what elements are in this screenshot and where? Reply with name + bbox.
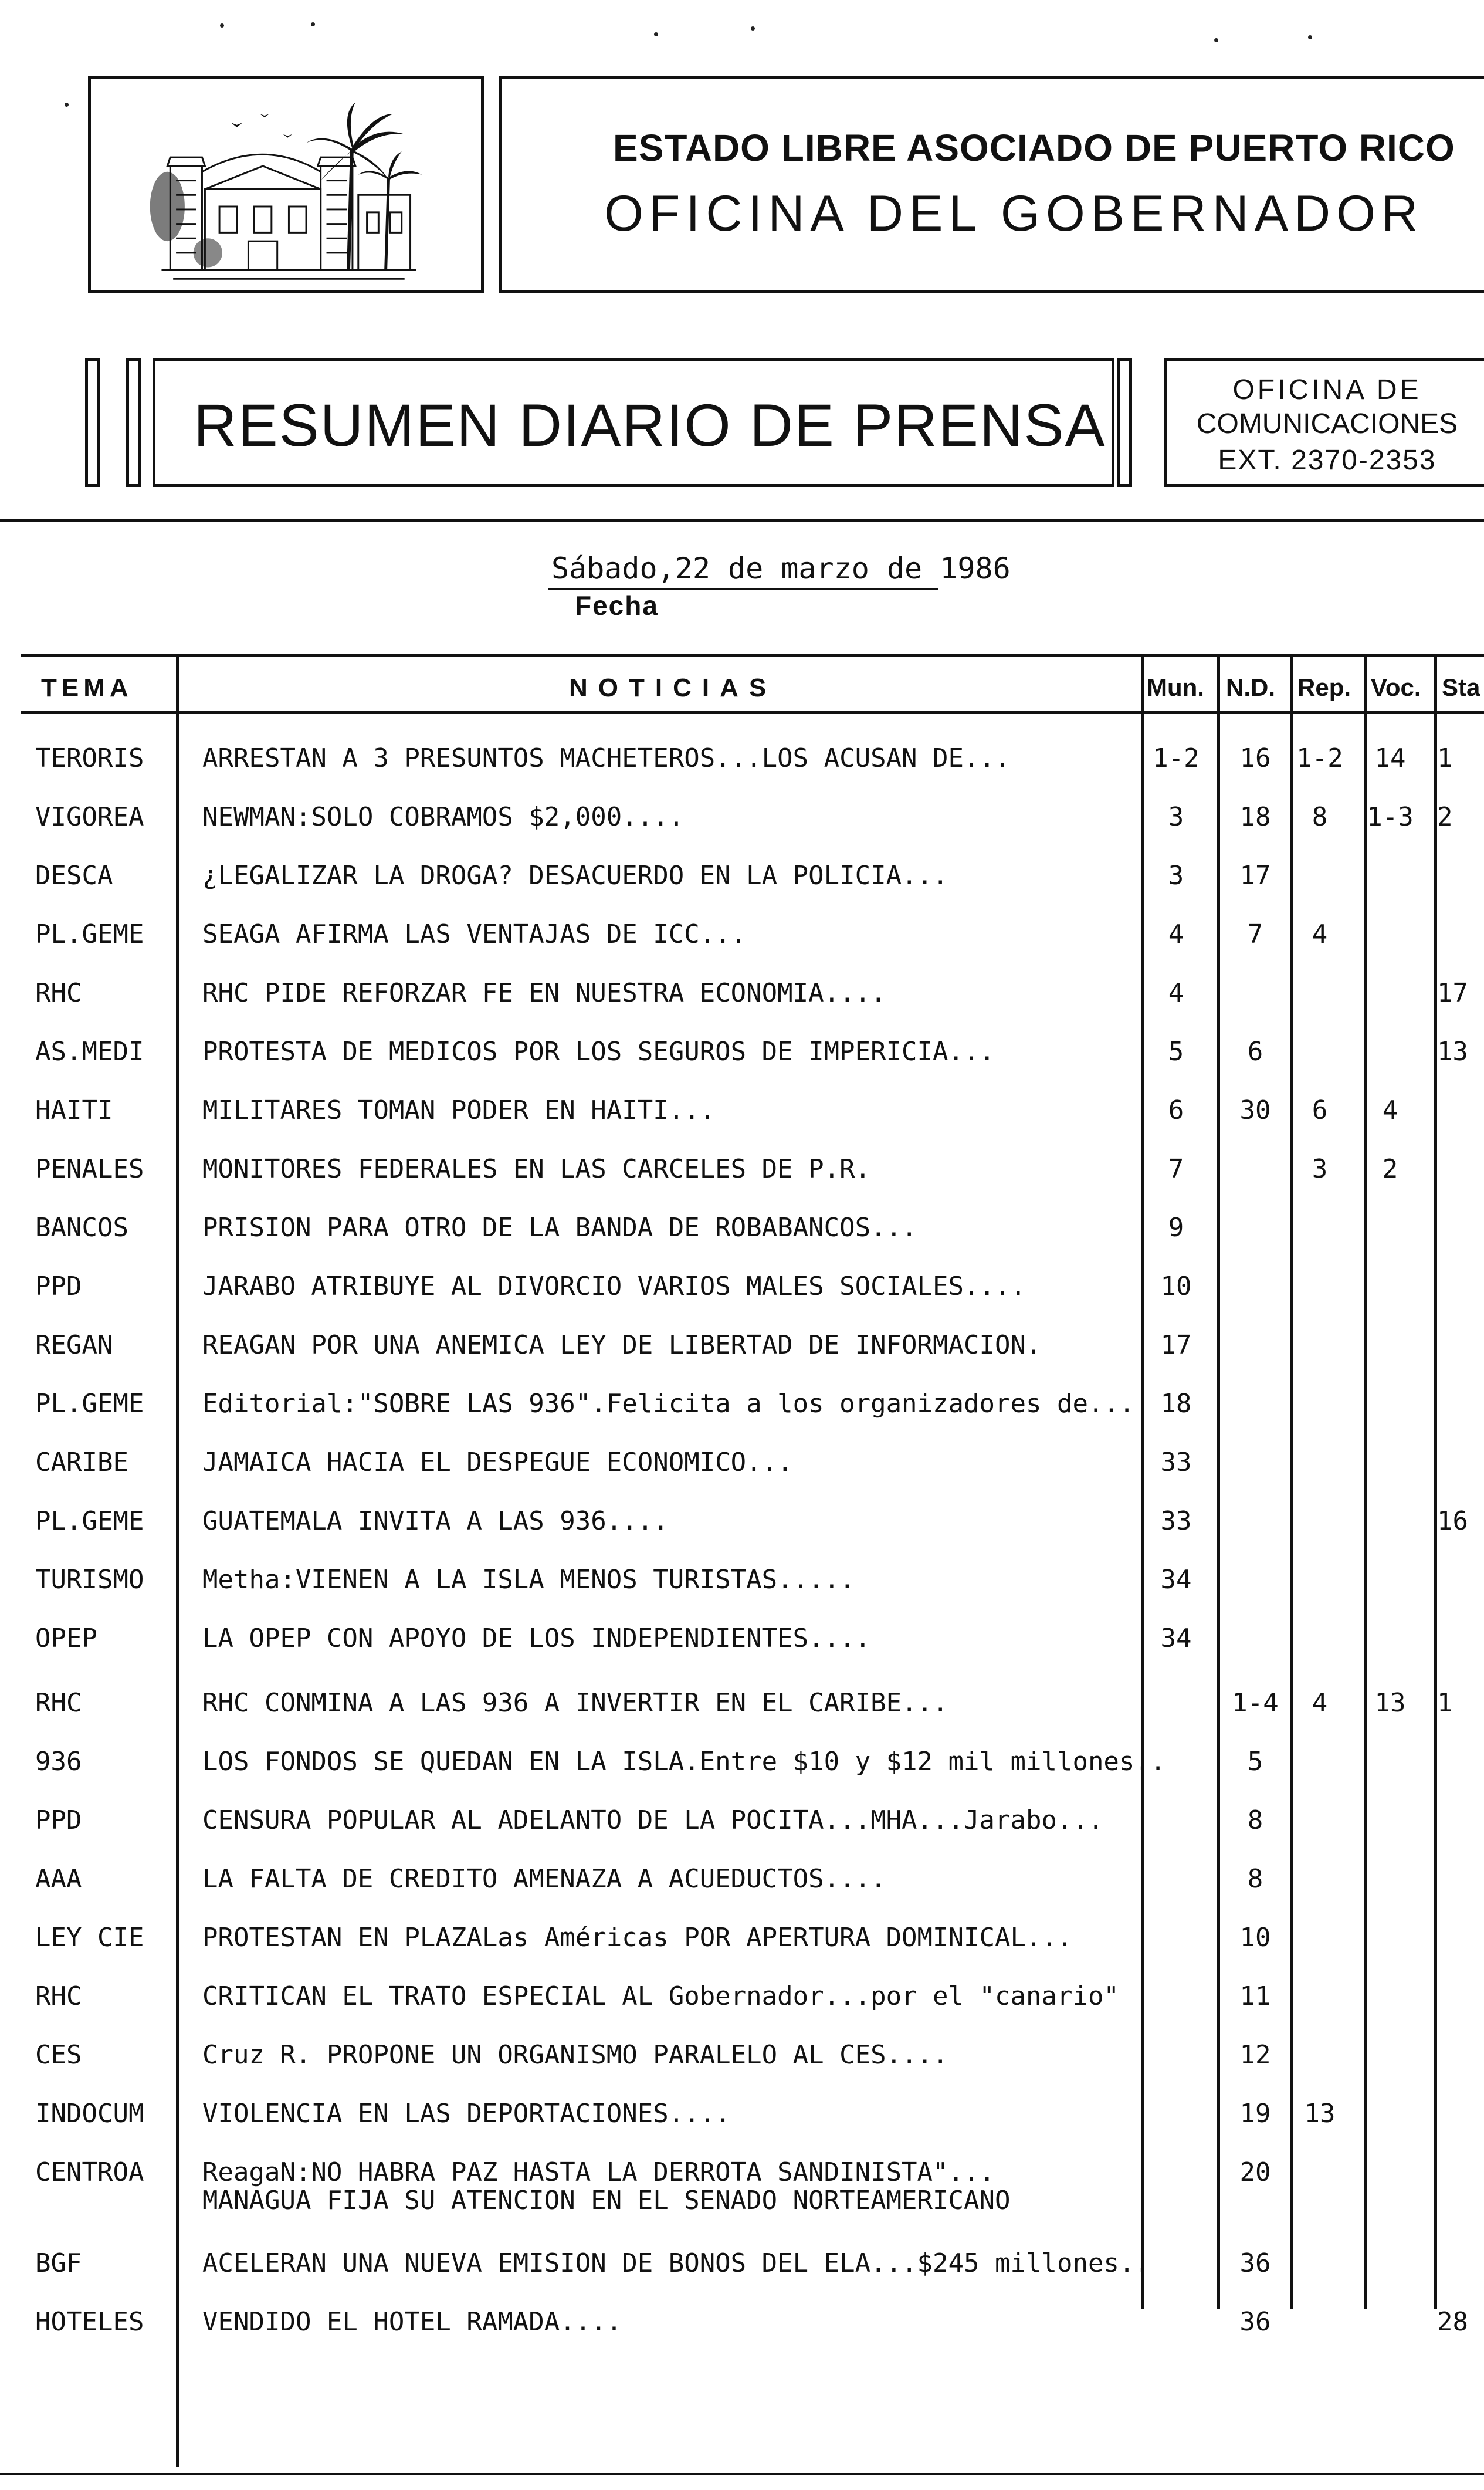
row-topic: VIGOREA (35, 802, 144, 832)
communications-office-box (1164, 358, 1484, 487)
header-sta: Sta (1442, 674, 1480, 701)
row-reportero-page: 6 (1312, 1095, 1328, 1125)
governor-office-logo (88, 76, 484, 293)
row-topic: PL.GEME (35, 919, 144, 949)
scan-speck (65, 103, 69, 107)
row-nuevo-dia-page: 36 (1239, 2307, 1271, 2337)
row-headline: Editorial:"SOBRE LAS 936".Felicita a los organizadores de... (202, 1389, 1135, 1419)
row-reportero-page: 1-2 (1296, 743, 1343, 773)
row-headline: REAGAN POR UNA ANEMICA LEY DE LIBERTAD DE INFORMACION. (202, 1330, 1042, 1360)
row-nuevo-dia-page: 20 (1239, 2157, 1271, 2187)
row-topic: PENALES (35, 1154, 144, 1184)
row-topic: AS.MEDI (35, 1037, 144, 1067)
row-mundo-page: 4 (1168, 978, 1184, 1008)
row-headline: ACELERAN UNA NUEVA EMISION DE BONOS DEL ELA...$245 millones.. (202, 2248, 1150, 2278)
table-header-border (21, 711, 1484, 714)
row-mundo-page: 4 (1168, 919, 1184, 949)
row-topic: PPD (35, 1805, 82, 1835)
header-divider (0, 519, 1484, 522)
row-headline: CENSURA POPULAR AL ADELANTO DE LA POCITA...MHA...Jarabo... (202, 1805, 1104, 1835)
row-topic: 936 (35, 1747, 82, 1777)
row-headline: VIOLENCIA EN LAS DEPORTACIONES.... (202, 2099, 731, 2129)
row-vocero-page: 2 (1382, 1154, 1398, 1184)
row-nuevo-dia-page: 6 (1247, 1037, 1263, 1067)
row-headline: MONITORES FEDERALES EN LAS CARCELES DE P.R. (202, 1154, 871, 1184)
row-mundo-page: 5 (1168, 1037, 1184, 1067)
row-nuevo-dia-page: 17 (1239, 861, 1271, 891)
row-topic: CARIBE (35, 1447, 128, 1477)
row-vocero-page: 4 (1382, 1095, 1398, 1125)
row-topic: RHC (35, 978, 82, 1008)
row-headline: LA OPEP CON APOYO DE LOS INDEPENDIENTES.... (202, 1623, 871, 1653)
row-mundo-page: 17 (1160, 1330, 1192, 1360)
row-star-page: 1 (1437, 1688, 1453, 1718)
scan-speck (654, 32, 658, 36)
banner-left-bar-outer (85, 358, 100, 487)
banner-left-bar-inner (126, 358, 141, 487)
row-headline: NEWMAN:SOLO COBRAMOS $2,000.... (202, 802, 685, 832)
table-top-border (21, 654, 1484, 657)
office-extension: EXT. 2370-2353 (1218, 445, 1436, 476)
row-nuevo-dia-page: 5 (1247, 1747, 1263, 1777)
row-mundo-page: 33 (1160, 1447, 1192, 1477)
row-headline: JAMAICA HACIA EL DESPEGUE ECONOMICO... (202, 1447, 793, 1477)
page-bottom-rule (0, 2473, 1484, 2475)
row-mundo-page: 1-2 (1153, 743, 1200, 773)
commonwealth-title: ESTADO LIBRE ASOCIADO DE PUERTO RICO (613, 127, 1455, 169)
row-headline: GUATEMALA INVITA A LAS 936.... (202, 1506, 669, 1536)
row-mundo-page: 6 (1168, 1095, 1184, 1125)
row-nuevo-dia-page: 30 (1239, 1095, 1271, 1125)
row-headline: RHC CONMINA A LAS 936 A INVERTIR EN EL CARIBE... (202, 1688, 948, 1718)
header-tema: TEMA (41, 674, 133, 702)
row-headline: RHC PIDE REFORZAR FE EN NUESTRA ECONOMIA.... (202, 978, 886, 1008)
row-mundo-page: 3 (1168, 802, 1184, 832)
row-headline-line-2: MANAGUA FIJA SU ATENCION EN EL SENADO NORTEAMERICANO (202, 2185, 1011, 2215)
row-topic: BGF (35, 2248, 82, 2278)
row-mundo-page: 34 (1160, 1623, 1192, 1653)
banner-title-box (153, 358, 1114, 487)
row-headline: ARRESTAN A 3 PRESUNTOS MACHETEROS...LOS ACUSAN DE... (202, 743, 1011, 773)
row-nuevo-dia-page: 1-4 (1232, 1688, 1279, 1718)
row-headline: JARABO ATRIBUYE AL DIVORCIO VARIOS MALES SOCIALES.... (202, 1271, 1026, 1301)
row-star-page: 17 (1437, 978, 1468, 1008)
scan-speck (1214, 38, 1218, 42)
row-headline: MILITARES TOMAN PODER EN HAITI... (202, 1095, 716, 1125)
header-rep: Rep. (1297, 674, 1351, 701)
row-topic: RHC (35, 1981, 82, 2011)
row-headline: Cruz R. PROPONE UN ORGANISMO PARALELO AL CES.... (202, 2040, 948, 2070)
row-mundo-page: 18 (1160, 1389, 1192, 1419)
row-headline: VENDIDO EL HOTEL RAMADA.... (202, 2307, 622, 2337)
date-label: Fecha (575, 590, 659, 621)
row-topic: INDOCUM (35, 2099, 144, 2129)
row-headline: PROTESTA DE MEDICOS POR LOS SEGUROS DE IMPERICIA... (202, 1037, 995, 1067)
banner-right-bar (1117, 358, 1132, 487)
column-divider-nd (1217, 654, 1220, 2309)
row-topic: LEY CIE (35, 1923, 144, 1953)
row-nuevo-dia-page: 16 (1239, 743, 1271, 773)
scan-speck (751, 26, 755, 31)
row-nuevo-dia-page: 10 (1239, 1923, 1271, 1953)
row-topic: PPD (35, 1271, 82, 1301)
date-value: Sábado,22 de marzo de 1986 (551, 552, 1011, 586)
row-topic: HOTELES (35, 2307, 144, 2337)
scan-speck (220, 23, 224, 28)
row-nuevo-dia-page: 19 (1239, 2099, 1271, 2129)
row-headline: CRITICAN EL TRATO ESPECIAL AL Gobernador...por el "canario" (202, 1981, 1119, 2011)
row-star-page: 16 (1437, 1506, 1468, 1536)
row-headline: ReagaN:NO HABRA PAZ HASTA LA DERROTA SANDINISTA"... (202, 2157, 995, 2187)
row-star-page: 2 (1437, 802, 1453, 832)
row-nuevo-dia-page: 8 (1247, 1805, 1263, 1835)
row-topic: OPEP (35, 1623, 97, 1653)
row-topic: AAA (35, 1864, 82, 1894)
row-reportero-page: 8 (1312, 802, 1328, 832)
row-topic: DESCA (35, 861, 113, 891)
office-line-2: COMUNICACIONES (1196, 408, 1458, 439)
row-nuevo-dia-page: 12 (1239, 2040, 1271, 2070)
row-reportero-page: 3 (1312, 1154, 1328, 1184)
row-nuevo-dia-page: 7 (1247, 919, 1263, 949)
row-star-page: 13 (1437, 1037, 1468, 1067)
row-vocero-page: 1-3 (1367, 802, 1414, 832)
row-mundo-page: 9 (1168, 1213, 1184, 1243)
header-mun: Mun. (1147, 674, 1204, 701)
row-nuevo-dia-page: 36 (1239, 2248, 1271, 2278)
row-headline: SEAGA AFIRMA LAS VENTAJAS DE ICC... (202, 919, 747, 949)
row-topic: CENTROA (35, 2157, 144, 2187)
row-headline: ¿LEGALIZAR LA DROGA? DESACUERDO EN LA POLICIA... (202, 861, 948, 891)
row-headline: PROTESTAN EN PLAZALas Américas POR APERTURA DOMINICAL... (202, 1923, 1073, 1953)
office-line-1: OFICINA DE (1232, 374, 1422, 405)
row-topic: REGAN (35, 1330, 113, 1360)
row-reportero-page: 13 (1304, 2099, 1336, 2129)
header-voc: Voc. (1371, 674, 1421, 701)
row-topic: TURISMO (35, 1565, 144, 1595)
row-nuevo-dia-page: 8 (1247, 1864, 1263, 1894)
row-mundo-page: 34 (1160, 1565, 1192, 1595)
row-nuevo-dia-page: 18 (1239, 802, 1271, 832)
row-mundo-page: 3 (1168, 861, 1184, 891)
header-nd: N.D. (1226, 674, 1275, 701)
scan-speck (1308, 35, 1312, 39)
row-reportero-page: 4 (1312, 1688, 1328, 1718)
banner-title: RESUMEN DIARIO DE PRENSA (194, 392, 1106, 459)
column-divider-sta (1434, 654, 1437, 2309)
letterhead-title-box (499, 76, 1484, 293)
row-topic: TERORIS (35, 743, 144, 773)
row-star-page: 28 (1437, 2307, 1468, 2337)
row-headline: PRISION PARA OTRO DE LA BANDA DE ROBABANCOS... (202, 1213, 917, 1243)
header-noticias: NOTICIAS (569, 674, 777, 702)
row-headline: Metha:VIENEN A LA ISLA MENOS TURISTAS..... (202, 1565, 855, 1595)
row-mundo-page: 7 (1168, 1154, 1184, 1184)
row-mundo-page: 33 (1160, 1506, 1192, 1536)
column-divider-rep (1290, 654, 1293, 2309)
row-vocero-page: 14 (1374, 743, 1406, 773)
row-reportero-page: 4 (1312, 919, 1328, 949)
row-mundo-page: 10 (1160, 1271, 1192, 1301)
row-topic: BANCOS (35, 1213, 128, 1243)
row-topic: CES (35, 2040, 82, 2070)
row-star-page: 1 (1437, 743, 1453, 773)
fortaleza-illustration (91, 79, 481, 290)
row-headline: LOS FONDOS SE QUEDAN EN LA ISLA.Entre $10 y $12 mil millones.. (202, 1747, 1166, 1777)
column-divider-mun (1141, 654, 1144, 2309)
governor-office-title: OFICINA DEL GOBERNADOR (604, 185, 1424, 242)
column-divider-voc (1364, 654, 1367, 2309)
scan-speck (311, 22, 315, 26)
row-headline: LA FALTA DE CREDITO AMENAZA A ACUEDUCTOS.... (202, 1864, 886, 1894)
row-nuevo-dia-page: 11 (1239, 1981, 1271, 2011)
row-topic: HAITI (35, 1095, 113, 1125)
row-topic: PL.GEME (35, 1506, 144, 1536)
row-topic: PL.GEME (35, 1389, 144, 1419)
row-vocero-page: 13 (1374, 1688, 1406, 1718)
row-topic: RHC (35, 1688, 82, 1718)
column-divider-tema (176, 654, 179, 2467)
